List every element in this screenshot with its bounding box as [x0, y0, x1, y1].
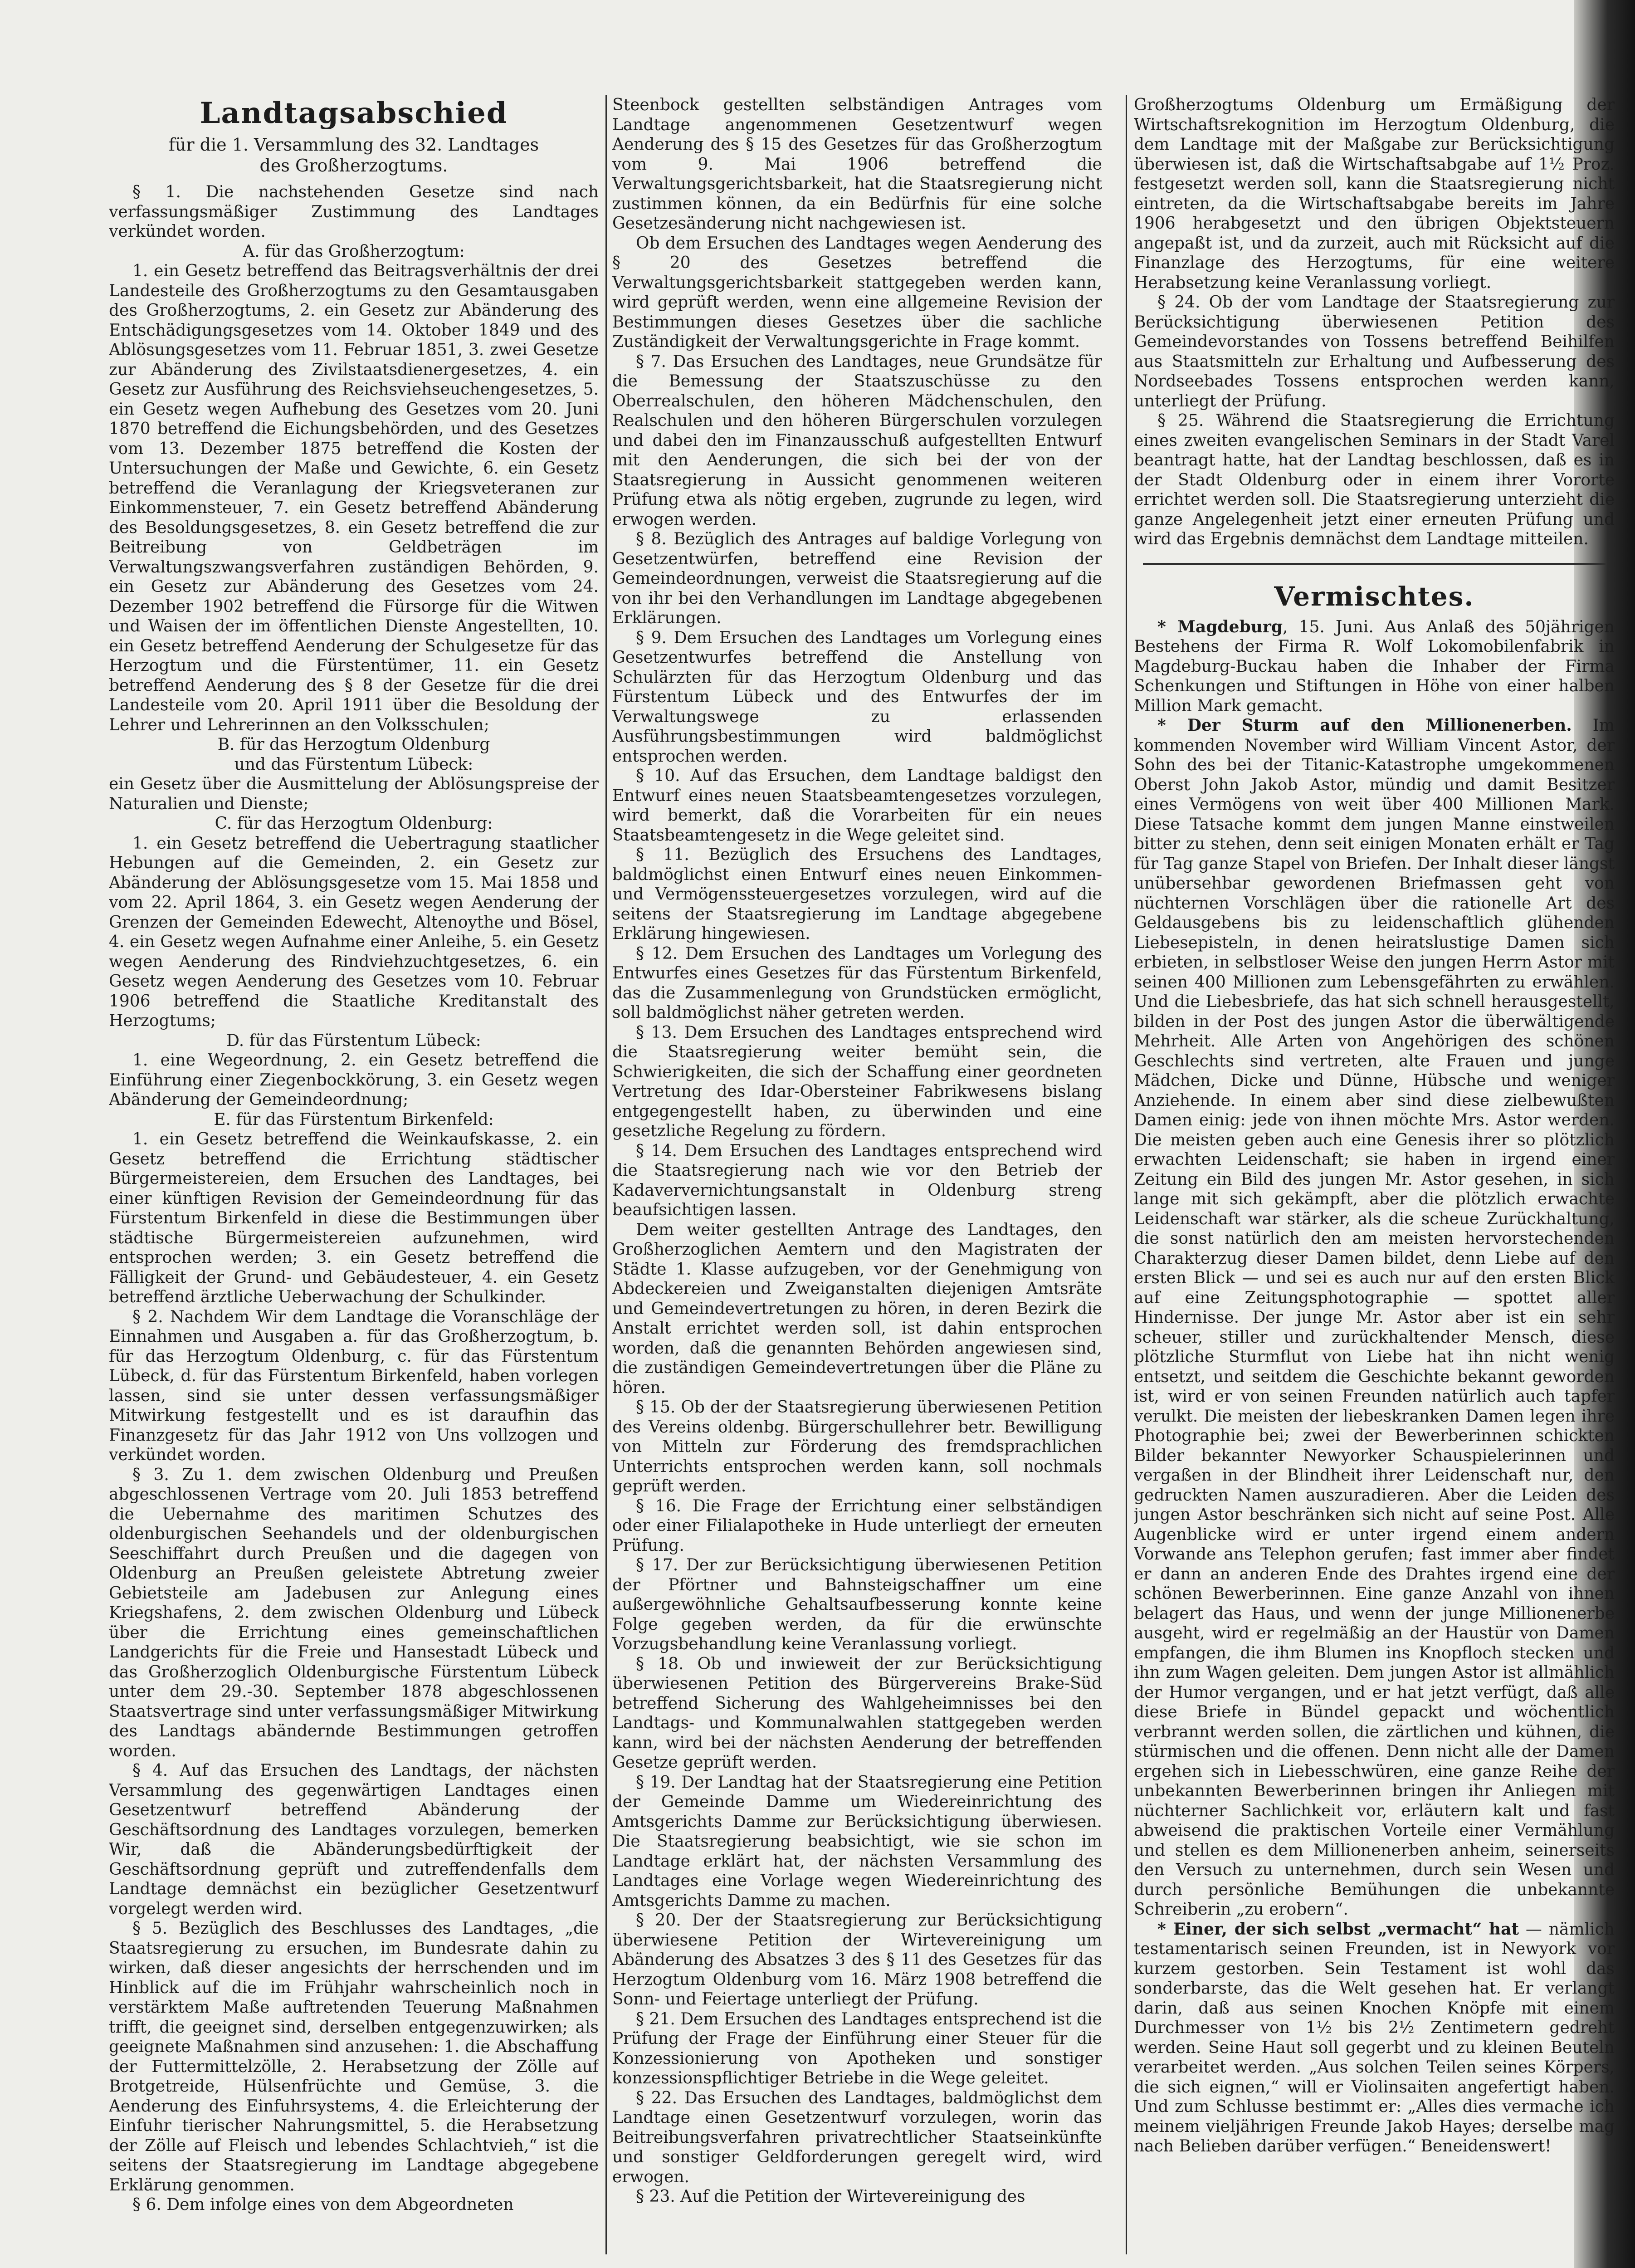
paragraph: § 19. Der Landtag hat der Staatsregierung eine Petition der Gemeinde Damme um Wiedereinrichtung des Amtsgerichts Damme zur Berücksichtigung überwiesen. Die Staatsregierung beabsichtigt, wie sie schon im Landtage erklärt hat, der nächsten Versammlung des Landtages eine Vorlage wegen Wiedereinrichtung des Amtsgerichts Damme zu machen.: [612, 1773, 1102, 1910]
column-rule: [605, 95, 607, 2254]
news-item-body: , 15. Juni. Aus Anlaß des 50jährigen Bestehens der Firma R. Wolf Lokomobilenfabrik in Magdeburg-Buckau haben die Inhaber der Firma Schenkungen und Stiftungen in Höhe von einer halben Million Mark gemacht.: [1134, 617, 1615, 715]
paragraph: § 16. Die Frage der Errichtung einer selbständigen oder einer Filialapotheke in Hude unterliegt der erneuten Prüfung.: [612, 1496, 1102, 1555]
paragraph: 1. eine Wegeordnung, 2. ein Gesetz betreffend die Einführung einer Ziegenbockkörung, 3. ein Gesetz wegen Abänderung der Gemeindeordnung;: [109, 1051, 599, 1109]
section-heading: und das Fürstentum Lübeck:: [234, 755, 473, 774]
paragraph: § 23. Auf die Petition der Wirtevereinigung des: [636, 2187, 1025, 2206]
paragraph: 1. ein Gesetz betreffend die Weinkaufskasse, 2. ein Gesetz betreffend die Errichtung städtischer Bürgermeistereien, dem Ersuchen des Landtages, bei einer künftigen Revision der Gemeindeordnung für das Fürstentum Birkenfeld in diese die Bestimmungen über städtische Bürgermeistereien aufzunehmen, wird entsprochen werden; 3. ein Gesetz betreffend die Fälligkeit der Grund- und Gebäudesteuer, 4. ein Gesetz betreffend ärztliche Ueberwachung der Schulkinder.: [109, 1130, 599, 1306]
paragraph: 1. ein Gesetz betreffend die Uebertragung staatlicher Hebungen auf die Gemeinden, 2. ein Gesetz zur Abänderung der Ablösungsgesetze vom 15. Mai 1858 und vom 22. April 1864, 3. ein Gesetz wegen Aenderung der Grenzen der Gemeinden Edewecht, Altenoythe und Bösel, 4. ein Gesetz wegen Aufnahme einer Anleihe, 5. ein Gesetz wegen Aenderung des Rindviehzuchtgesetzes, 6. ein Gesetz wegen Aenderung des Gesetzes vom 10. Februar 1906 betreffend die Staatliche Kreditanstalt des Herzogtums;: [109, 834, 599, 1030]
paragraph: ein Gesetz über die Ausmittelung der Ablösungspreise der Naturalien und Dienste;: [109, 775, 599, 813]
paragraph: § 18. Ob und inwieweit der zur Berücksichtigung überwiesenen Petition des Bürgervereins Brake-Süd betreffend Sicherung des Wahlgeheimnisses bei den Landtags- und Kommunalwahlen stattgegeben werden kann, wird bei der nächsten Aenderung der betreffenden Gesetze geprüft werden.: [612, 1654, 1102, 1772]
news-item-headline: * Einer, der sich selbst „vermacht“ hat: [1157, 1919, 1519, 1939]
paragraph: 1. ein Gesetz betreffend das Beitragsverhältnis der drei Landesteile des Großherzogtums zu den Gesamtausgaben des Großherzogtums, 2. ein Gesetz zur Abänderung des Entschädigungsgesetzes vom 14. Oktober 1849 und des Ablösungsgesetzes vom 11. Februar 1851, 3. zwei Gesetze zur Abänderung des Zivilstaatsdienergesetzes, 4. ein Gesetz zur Ausführung des Reichsviehseuchengesetzes, 5. ein Gesetz wegen Aufhebung des Gesetzes vom 20. Juni 1870 betreffend die Eichungsbehörden, und des Gesetzes vom 13. Dezember 1875 betreffend die Kosten der Untersuchungen der Maße und Gewichte, 6. ein Gesetz betreffend die Veranlagung der Kriegsveteranen zur Einkommensteuer, 7. ein Gesetz betreffend Abänderung des Besoldungsgesetzes, 8. ein Gesetz betreffend die zur Beitreibung von Geldbeträgen im Verwaltungszwangsverfahren zuständigen Behörden, 9. ein Gesetz zur Abänderung des Gesetzes vom 24. Dezember 1902 betreffend die Fürsorge für die Witwen und Waisen der im öffentlichen Dienste Angestellten, 10. ein Gesetz betreffend Aenderung der Schulgesetze für das Herzogtum und die Fürstentümer, 11. ein Gesetz betreffend Aenderung des § 8 der Gesetze für die drei Landesteile vom 20. April 1911 über die Besoldung der Lehrer und Lehrerinnen an den Volksschulen;: [109, 262, 599, 734]
paragraph: § 17. Der zur Berücksichtigung überwiesenen Petition der Pförtner und Bahnsteigschaffner um eine außergewöhnliche Gehaltsaufbesserung konnte keine Folge gegeben werden, da für die erwünschte Vorzugsbehandlung keine Veranlassung vorliegt.: [612, 1556, 1102, 1653]
news-item-place: * Magdeburg: [1157, 617, 1283, 636]
paragraph: § 7. Das Ersuchen des Landtages, neue Grundsätze für die Bemessung der Staatszuschüsse zu den Oberrealschulen, den höheren Mädchenschulen, den Realschulen und den höheren Bürgerschulen vorzulegen und dabei den im Finanzausschuß aufgestellten Entwurf mit den Aenderungen, die sich bei der von der Staatsregierung in Aussicht genommenen weiteren Prüfung etwa als nötig ergeben, zugrunde zu legen, wird erwogen werden.: [612, 352, 1102, 529]
news-item: [1134, 617, 1615, 716]
column-2: [612, 95, 1102, 2268]
section-heading: A. für das Großherzogtum:: [243, 242, 465, 261]
column-rule: [1126, 95, 1127, 2254]
news-item-body: Im kommenden November wird William Vincent Astor, der Sohn des bei der Titanic-Katastrophe umgekommenen Oberst John Jakob Astor, mündig und damit Besitzer eines Vermögens von weit über 400 Millionen Mark. Diese Tatsache kommt dem jungen Manne einstweilen bitter zu stehen, denn seit einigen Monaten erhält er Tag für Tag ganze Stapel von Briefen. Der Inhalt dieser längst unübersehbar gewordenen Briefmassen geht von nüchternen Vorschlägen über die rationelle Art des Geldausgebens bis zu leidenschaftlich glühenden Liebesepisteln, in denen heiratslustige Damen sich erbieten, in selbstloser Weise den jungen Herrn Astor mit seinen 400 Millionen zum Lebensgefährten zu erwählen. Und die Liebesbriefe, das hat sich schnell herausgestellt, bilden in der Post des jungen Astor die überwältigende Mehrheit. Alle Arten von Angehörigen des schönen Geschlechts sind vertreten, alte Frauen und junge Mädchen, Dicke und Dünne, Hübsche und weniger Anziehende. In einem aber sind diese zielbewußten Damen einig: jede von ihnen möchte Mrs. Astor werden. Die meisten geben auch eine Genesis ihrer so plötzlich erwachten Leidenschaft; sie haben in irgend einer Zeitung ein Bild des jungen Mr. Astor gesehen, in sich lange mit sich gekämpft, aber die plötzlich erwachte Leidenschaft war stärker, als die scheue Zurückhaltung, die sonst natürlich den am meisten hervorstechenden Charakterzug dieser Damen bildet, denn Liebe auf den ersten Blick — und sei es auch nur auf den ersten Blick auf eine Zeitungsphotographie — spottet aller Hindernisse. Der junge Mr. Astor aber ist ein sehr scheuer, stiller und zurückhaltender Mensch, diese plötzliche Sturmflut von Liebe hat ihn nicht wenig entsetzt, und seitdem die Geschichte bekannt geworden ist, wird er von seinen Freunden natürlich auch tapfer verulkt. Die meisten der liebeskranken Damen legen ihre Photographie bei; zwei der Bewerberinnen schickten Bilder bekannter Newyorker Schauspielerinnen und vergaßen in der Blindheit ihrer Leidenschaft nur, den gedruckten Namen auszuradieren. Aber die Leiden des jungen Astor beschränken sich nicht auf seine Post. Alle Augenblicke wird er unter irgend einem andern Vorwande ans Telephon gerufen; fast immer aber findet er dann an anderen Ende des Drahtes irgend eine der schönen Bewerberinnen. Eine ganze Anzahl von ihnen belagert das Haus, und wenn der junge Millionenerbe ausgeht, wird er regelmäßig an der Haustür von Damen empfangen, die ihm Blumen ins Knopfloch stecken und ihn zum Wagen geleiten. Dem jungen Astor ist allmählich der Humor vergangen, und er hat jetzt verfügt, daß alle diese Briefe in Bündel gepackt und wöchentlich verbrannt werden sollen, die zärtlichen und kühnen, die stürmischen und die offenen. Denn nicht alle der Damen ergehen sich in Liebesschwüren, eine ganze Reihe der unbekannten Bewerberinnen bringen ihr Anliegen mit nüchterner Sachlichkeit vor, erläutern kalt und fast abweisend die praktischen Vorteile einer Vermählung und stellen es dem Millionenerben anheim, seinerseits den Versuch zu unternehmen, durch sein Wesen und durch persönliche Bemühungen die unbekannte Schreiberin „zu erobern“.: [1134, 716, 1615, 1919]
paragraph: § 24. Ob der vom Landtage der Staatsregierung zur Berücksichtigung überwiesenen Petition des Gemeindevorstandes von Tossens betreffend Beihilfen aus Staatsmitteln zur Erhaltung und Aufbesserung des Nordseebades Tossens entsprochen werden kann, unterliegt der Prüfung.: [1134, 293, 1615, 411]
news-item-headline: * Der Sturm auf den Millionenerben.: [1157, 716, 1572, 735]
section-divider: [1143, 563, 1606, 565]
paragraph: Dem weiter gestellten Antrage des Landtages, den Großherzoglichen Aemtern und den Magistraten der Städte 1. Klasse aufzugeben, vor der Genehmigung von Abdeckereien und Zweiganstalten diejenigen Amtsräte und Gemeindevertretungen zu hören, in deren Bezirk die Anstalt errichtet werden soll, ist dahin entsprochen worden, daß die genannten Behörden angewiesen sind, die zuständigen Gemeindevertretungen über die Pläne zu hören.: [612, 1220, 1102, 1397]
section-title: Vermischtes.: [1274, 581, 1474, 612]
paragraph: § 25. Während die Staatsregierung die Errichtung eines zweiten evangelischen Seminars in der Stadt Varel beantragt hatte, hat der Landtag beschlossen, daß es in der Stadt Oldenburg oder in einem ihrer Vororte errichtet werden soll. Die Staatsregierung unterzieht die ganze Angelegenheit jetzt einer erneuten Prüfung und wird das Ergebnis demnächst dem Landtage mitteilen.: [1134, 411, 1615, 548]
paragraph: § 5. Bezüglich des Beschlusses des Landtages, „die Staatsregierung zu ersuchen, im Bundesrate dahin zu wirken, daß dieser angesichts der herrschenden und im Hinblick auf die im Frühjahr wahrscheinlich noch in verstärktem Maße auftretenden Teuerung Maßnahmen trifft, die geeignet sind, derselben entgegenzuwirken; als geeignete Maßnahmen sind anzusehen: 1. die Abschaffung der Futtermittelzölle, 2. Herabsetzung der Zölle auf Brotgetreide, Hülsenfrüchte und Gemüse, 3. die Aenderung des Einfuhrsystems, 4. die Erleichterung der Einfuhr tierischer Nahrungsmittel, 5. die Herabsetzung der Zölle auf Fleisch und lebendes Schlachtvieh,“ ist die seitens der Staatsregierung im Landtage abgegebene Erklärung genommen.: [109, 1919, 599, 2195]
paragraph: § 3. Zu 1. dem zwischen Oldenburg und Preußen abgeschlossenen Vertrage vom 20. Juli 1853 betreffend die Uebernahme des maritimen Schutzes des oldenburgischen Seehandels und der oldenburgischen Seeschiffahrt durch Preußen und die dagegen von Oldenburg an Preußen geleistete Abtretung zweier Gebietsteile am Jadebusen zur Anlegung eines Kriegshafens, 2. dem zwischen Oldenburg und Lübeck über die Errichtung eines gemeinschaftlichen Landgerichts für die Freie und Hansestadt Lübeck und das Großherzoglich Oldenburgische Fürstentum Lübeck unter dem 29.-30. September 1878 abgeschlossenen Staatsvertrage sind unter verfassungsmäßiger Mitwirkung des Landtags abändernde Bestimmungen getroffen worden.: [109, 1465, 599, 1760]
paragraph: Ob dem Ersuchen des Landtages wegen Aenderung des § 20 des Gesetzes betreffend die Verwaltungsgerichtsbarkeit stattgegeben werden kann, wird geprüft werden, wenn eine allgemeine Revision der Bestimmungen dieses Gesetzes über die sachliche Zuständigkeit der Verwaltungsgerichte in Frage kommt.: [612, 234, 1102, 351]
paragraph: § 14. Dem Ersuchen des Landtages entsprechend wird die Staatsregierung nach wie vor den Betrieb der Kadaververnichtungsanstalt in Oldenburg streng beaufsichtigen lassen.: [612, 1141, 1102, 1219]
paragraph: Steenbock gestellten selbständigen Antrages vom Landtage angenommenen Gesetzentwurf wegen Aenderung des § 15 des Gesetzes für das Großherzogtum vom 9. Mai 1906 betreffend die Verwaltungsgerichtsbarkeit, hat die Staatsregierung nicht zustimmen können, da ein Bedürfnis für eine solche Gesetzesänderung nicht nachgewiesen ist.: [612, 96, 1102, 233]
paragraph: § 4. Auf das Ersuchen des Landtags, der nächsten Versammlung des gegenwärtigen Landtages einen Gesetzentwurf betreffend Abänderung der Geschäftsordnung des Landtages vorzulegen, bemerken Wir, daß die Abänderungsbedürftigkeit der Geschäftsordnung geprüft und zutreffendenfalls dem Landtage demnächst ein bezüglicher Gesetzentwurf vorgelegt werden wird.: [109, 1761, 599, 1918]
article-subtitle: für die 1. Versammlung des 32. Landtages: [168, 135, 539, 155]
article-subtitle: des Großherzogtums.: [259, 156, 448, 176]
paragraph: § 8. Bezüglich des Antrages auf baldige Vorlegung von Gesetzentwürfen, betreffend eine Revision der Gemeindeordnungen, verweist die Staatsregierung auf die von ihr bei den Verhandlungen im Landtage abgegebenen Erklärungen.: [612, 530, 1102, 627]
paragraph: § 1. Die nachstehenden Gesetze sind nach verfassungsmäßiger Zustimmung des Landtages verkündet worden.: [109, 183, 599, 241]
section-heading: E. für das Fürstentum Birkenfeld:: [214, 1110, 494, 1129]
section-heading: D. für das Fürstentum Lübeck:: [226, 1031, 481, 1050]
paragraph: § 10. Auf das Ersuchen, dem Landtage baldigst den Entwurf eines neuen Staatsbeamtengesetzes vorzulegen, wird bemerkt, daß die Vorarbeiten für ein neues Staatsbeamtengesetz in die Wege geleitet sind.: [612, 767, 1102, 845]
section-heading: C. für das Herzogtum Oldenburg:: [215, 814, 493, 833]
paragraph: § 20. Der der Staatsregierung zur Berücksichtigung überwiesene Petition der Wirtevereinigung um Abänderung des Absatzes 3 des § 11 des Gesetzes für das Herzogtum Oldenburg vom 16. März 1908 betreffend die Sonn- und Feiertage unterliegt der Prüfung.: [612, 1911, 1102, 2009]
column-1: [109, 95, 599, 2268]
news-item-body: — nämlich testamentarisch seinen Freunden, ist in Newyork vor kurzem gestorben. Sein Testament ist wohl das sonderbarste, das die Welt gesehen hat. Er verlangt darin, daß aus seinen Knochen Knöpfe mit einem Durchmesser von 1½ bis 2½ Zentimetern gedreht werden. Seine Haut soll gegerbt und zu kleinen Beuteln verarbeitet werden. „Aus solchen Teilen seines Körpers, die sich eignen,“ will er Violinsaiten angefertigt haben. Und zum Schlusse bestimmt er: „Alles dies vermache ich meinem vieljährigen Freunde Jakob Hayes; derselbe mag nach Belieben darüber verfügen.“ Beneidenswert!: [1134, 1920, 1615, 2156]
paragraph: § 6. Dem infolge eines von dem Abgeordneten: [132, 2195, 514, 2214]
paragraph: § 13. Dem Ersuchen des Landtages entsprechend wird die Staatsregierung weiter bemüht sein, die Schwierigkeiten, die sich der Schaffung einer geordneten Vertretung des Idar-Obersteiner Fabrikwesens bislang entgegengestellt haben, zu überwinden und eine gesetzliche Regelung zu fördern.: [612, 1023, 1102, 1140]
paragraph: Großherzogtums Oldenburg um Ermäßigung der Wirtschaftsrekognition im Herzogtum Oldenburg, die dem Landtage mit der Maßgabe zur Berücksichtigung überwiesen ist, daß die Wirtschaftsabgabe auf 1½ Proz. festgesetzt werden soll, kann die Staatsregierung nicht eintreten, da die Wirtschaftsabgabe bereits im Jahre 1906 herabgesetzt und den übrigen Objektsteuern angepaßt ist, und da zurzeit, auch mit Rücksicht auf die Finanzlage des Herzogtums, für eine weitere Herabsetzung keine Veranlassung vorliegt.: [1134, 96, 1615, 292]
paragraph: § 15. Ob der der Staatsregierung überwiesenen Petition des Vereins oldenbg. Bürgerschullehrer betr. Bewilligung von Mitteln zur Förderung des fremdsprachlichen Unterrichts entsprochen werden kann, soll nochmals geprüft werden.: [612, 1398, 1102, 1496]
paragraph: § 21. Dem Ersuchen des Landtages entsprechend ist die Prüfung der Frage der Einführung einer Steuer für die Konzessionierung von Apotheken und sonstiger konzessionspflichtiger Betriebe in die Wege geleitet.: [612, 2009, 1102, 2087]
section-heading: B. für das Herzogtum Oldenburg: [217, 735, 490, 754]
news-item: [1134, 1920, 1615, 2156]
article-title: Landtagsabschied: [200, 96, 508, 130]
paragraph: § 9. Dem Ersuchen des Landtages um Vorlegung eines Gesetzentwurfes betreffend die Anstellung von Schulärzten für das Herzogtum Oldenburg und das Fürstentum Lübeck und des Entwurfes der im Verwaltungswege zu erlassenden Ausführungsbestimmungen wird baldmöglichst entsprochen werden.: [612, 628, 1102, 766]
column-3: [1134, 95, 1615, 2268]
paragraph: § 22. Das Ersuchen des Landtages, baldmöglichst dem Landtage einen Gesetzentwurf vorzulegen, worin das Beitreibungsverfahren privatrechtlicher Staatseinkünfte und sonstiger Geldforderungen geregelt wird, wird erwogen.: [612, 2088, 1102, 2186]
news-item: [1134, 716, 1615, 1920]
paragraph: § 12. Dem Ersuchen des Landtages um Vorlegung des Entwurfes eines Gesetzes für das Fürstentum Birkenfeld, das die Zusammenlegung von Grundstücken ermöglicht, soll baldmöglichst näher getreten werden.: [612, 944, 1102, 1022]
paragraph: § 2. Nachdem Wir dem Landtage die Voranschläge der Einnahmen und Ausgaben a. für das Großherzogtum, b. für das Herzogtum Oldenburg, c. für das Fürstentum Lübeck, d. für das Fürstentum Birkenfeld, haben vorlegen lassen, sind sie unter dessen verfassungsmäßiger Mitwirkung festgestellt und es ist daraufhin das Finanzgesetz für das Jahr 1912 von Uns vollzogen und verkündet worden.: [109, 1307, 599, 1464]
paragraph: § 11. Bezüglich des Ersuchens des Landtages, baldmöglichst einen Entwurf eines neuen Einkommen- und Vermögenssteuergesetzes vorzulegen, wird auf die seitens der Staatsregierung im Landtage abgegebene Erklärung hingewiesen.: [612, 846, 1102, 943]
